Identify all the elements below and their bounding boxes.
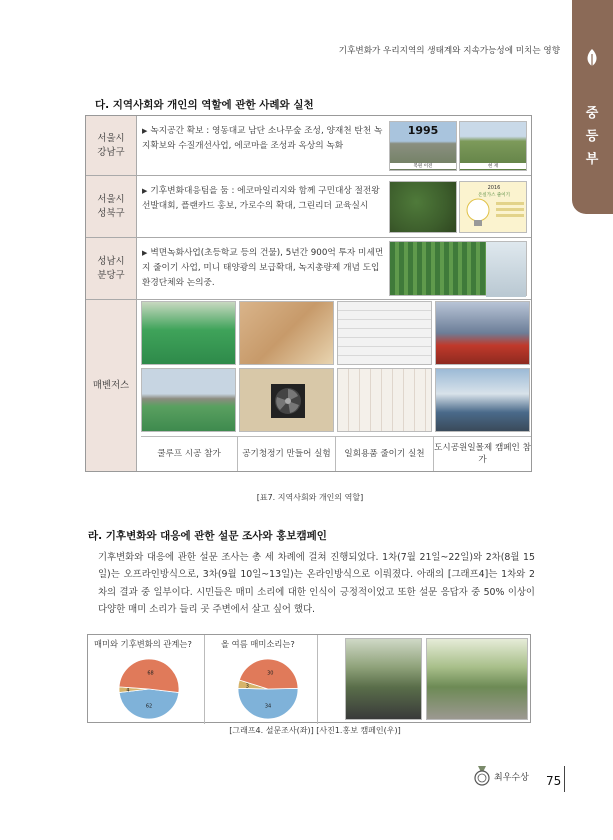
region-name: 서울시	[97, 132, 125, 144]
cool-roof-photo	[141, 368, 236, 432]
activity-caption: 공기청정기 만들어 실험	[238, 436, 336, 471]
pie-value-label: 68	[147, 670, 154, 677]
team-name: 매벤저스	[92, 379, 130, 391]
award-label: 최우수상	[494, 773, 529, 783]
campaign-photo	[426, 638, 528, 720]
pie-chart	[223, 649, 313, 723]
case-text: 벽면녹화사업(초등학교 등의 건물), 5년간 900억 투자 미세먼지 줄이기 사업, 미니 태양광의 보급확대, 녹지총량제 개념 도입 환경단체와 논의중.	[142, 248, 384, 288]
poster-title: 온실가스 줄이기	[478, 193, 510, 198]
pie-chart	[104, 649, 194, 723]
region-cell	[86, 238, 137, 299]
campaign-photo	[345, 638, 422, 720]
pie-value-label: 34	[264, 703, 272, 710]
triangle-bullet-icon: ▶	[142, 187, 148, 195]
activity-caption: 일회용품 줄이기 실천	[336, 436, 434, 471]
body-paragraph: 기후변화와 대응에 관한 설문 조사는 총 세 차례에 걸쳐 진행되었다. 1차(7월 21일~22일)와 2차(8월 15일)는 오프라인방식으로, 3차(9월 10일~13일)는 온라인방식으로 이뤄졌다. 아래의 [그래프4]는 1차와 2차의 결과 중 일부이다. 시민들은 매미 소리에 대한 인식이 긍정적이었고 또한 설문 응답자 중 50% 이상이 다양한 매미 소리가 들리 곳 주변에서 살고 싶어 했다.	[98, 552, 535, 616]
case-description	[142, 124, 387, 154]
tab-char: 등	[585, 129, 599, 144]
green-wall-photo	[389, 241, 527, 296]
case-description	[142, 246, 387, 291]
poster-year: 2016	[487, 185, 501, 191]
pie-value-label: 3	[245, 683, 249, 690]
region-cell	[86, 176, 137, 237]
air-purifier-photo	[239, 368, 334, 432]
fan-icon	[270, 383, 306, 419]
chart-title: 매미와 기후변화의 관계는?	[94, 639, 192, 649]
region-name: 성남시	[97, 255, 125, 267]
photo-label: 현 재	[460, 163, 526, 169]
region-cell	[86, 116, 137, 175]
case-row	[86, 176, 531, 238]
region-name: 분당구	[97, 269, 125, 281]
river-before-photo	[389, 121, 457, 171]
cool-roof-photo	[141, 301, 236, 365]
tab-char: 중	[585, 106, 599, 121]
case-text: 녹지공간 확보 : 영동대교 남단 소나무숲 조성, 양재천 탄천 녹지확보와 수질개선사업, 에코마을 조성과 옥상의 녹화	[142, 126, 383, 151]
case-row	[86, 238, 531, 300]
page-rule	[564, 766, 565, 792]
leaf-icon	[584, 48, 600, 70]
running-title: 기후변화가 우리지역의 생태계와 지속가능성에 미치는 영향	[338, 46, 560, 56]
divider	[141, 436, 531, 437]
campaign-poster	[459, 181, 527, 233]
table-caption: [표7. 지역사회와 개인의 역할]	[256, 493, 364, 502]
case-row	[86, 116, 531, 176]
river-after-photo	[459, 121, 527, 171]
survey-figure	[87, 634, 531, 723]
cases-table	[85, 115, 532, 472]
triangle-bullet-icon: ▶	[142, 249, 148, 257]
section-heading: 다. 지역사회와 개인의 역할에 관한 사례와 실천	[95, 99, 314, 111]
medal-icon	[474, 766, 490, 786]
team-cell	[86, 300, 137, 471]
tab-char: 부	[585, 152, 599, 167]
photo-year: 1995	[407, 124, 439, 137]
activity-caption: 도시공원일몰제 캠페인 참가	[434, 442, 531, 465]
park-campaign-photo	[435, 368, 530, 432]
park-campaign-photo	[435, 301, 530, 365]
pie-value-label: 30	[267, 670, 274, 677]
triangle-bullet-icon: ▶	[142, 127, 148, 135]
disposable-reduction-sheet	[337, 301, 432, 365]
figure-caption: [그래프4. 설문조사(좌)] [사진1.홍보 캠페인(우)]	[229, 726, 401, 735]
region-name: 강남구	[97, 146, 125, 158]
page-number: 75	[546, 774, 562, 788]
photo-label: 복원 이전	[390, 163, 456, 169]
case-description	[142, 184, 387, 214]
chart-title: 올 여름 매미소리는?	[221, 639, 295, 649]
street-trees-photo	[389, 181, 457, 233]
air-purifier-workshop-photo	[239, 301, 334, 365]
pie-value-label: 4	[126, 687, 130, 694]
activity-caption: 쿨루프 시공 참가	[141, 436, 238, 471]
region-name: 성북구	[97, 207, 125, 219]
section-heading: 라. 기후변화와 대응에 관한 설문 조사와 홍보캠페인	[88, 530, 327, 542]
case-text: 기후변화대응팀을 둠 : 에코마일리지와 함께 구민대상 절전왕 선발대회, 플랜카드 홍보, 가로수의 확대, 그린리더 교육실시	[142, 186, 380, 211]
pie-value-label: 62	[145, 703, 153, 710]
region-name: 서울시	[97, 193, 125, 205]
disposable-reduction-chart	[337, 368, 432, 432]
tab-label	[579, 102, 605, 171]
